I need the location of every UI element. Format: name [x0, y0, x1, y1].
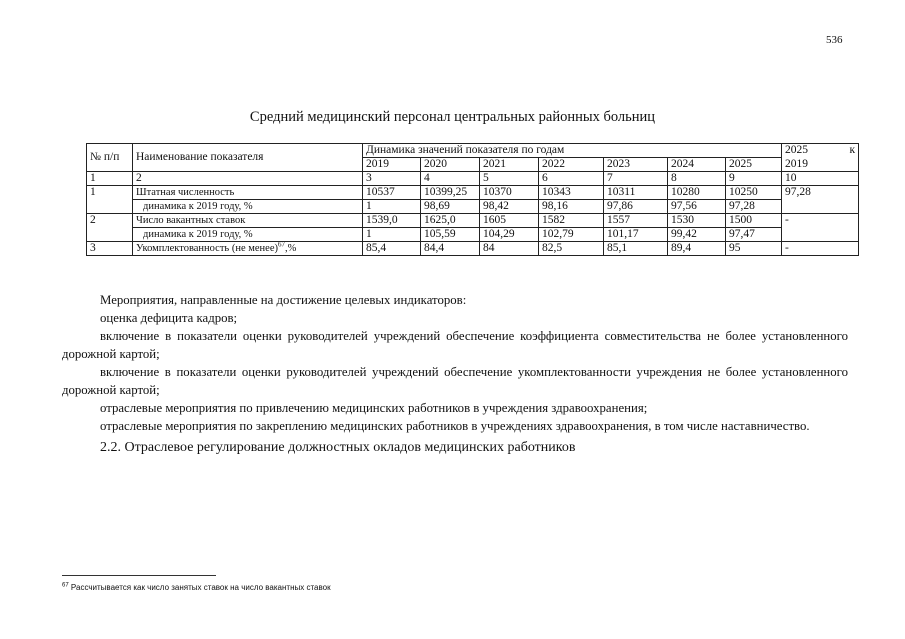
value-cell: 1500	[726, 214, 782, 228]
index-cell: 10	[782, 172, 859, 186]
row-num	[87, 200, 133, 214]
value-cell: 85,1	[604, 242, 668, 256]
table-row	[87, 228, 859, 242]
row-num: 2	[87, 214, 133, 228]
paragraph: оценка дефицита кадров;	[100, 311, 238, 325]
year-cell: 2020	[421, 158, 480, 172]
index-cell: 3	[363, 172, 421, 186]
year-cell: 2024	[668, 158, 726, 172]
value-cell: 1605	[480, 214, 539, 228]
value-cell: 105,59	[421, 228, 480, 242]
row-name: динамика к 2019 году, %	[133, 228, 363, 242]
value-cell: 97,47	[726, 228, 782, 242]
value-cell: 1539,0	[363, 214, 421, 228]
row-num: 1	[87, 186, 133, 200]
year-cell: 2025	[726, 158, 782, 172]
value-cell: 1557	[604, 214, 668, 228]
footnote-text: Рассчитывается как число занятых ставок на число вакантных ставок	[70, 583, 331, 592]
index-cell: 7	[604, 172, 668, 186]
row-name: Число вакантных ставок	[133, 214, 363, 228]
paragraph: Мероприятия, направленные на достижение целевых индикаторов:	[100, 293, 467, 307]
paragraph: отраслевые мероприятия по привлечению медицинских работников в учреждения здравоохранения;	[100, 401, 648, 415]
table-row	[87, 200, 859, 214]
row-num: 3	[87, 242, 133, 256]
value-cell: 89,4	[668, 242, 726, 256]
row-num	[87, 228, 133, 242]
footnote-mark: 67	[62, 582, 69, 589]
value-cell: 97,56	[668, 200, 726, 214]
value-cell: 10311	[604, 186, 668, 200]
body-text	[62, 291, 848, 458]
row-name: динамика к 2019 году, %	[133, 200, 363, 214]
year-cell: 2022	[539, 158, 604, 172]
row-name-text: Укомплектованность (не менее)	[136, 243, 278, 254]
paragraph: включение в показатели оценки руководителей учреждений обеспечение укомплектованности учреждения не более установленного дорожной картой;	[62, 365, 848, 397]
page-number: 536	[826, 34, 843, 46]
value-cell: 1582	[539, 214, 604, 228]
footnote-divider	[62, 575, 216, 576]
value-cell: 84,4	[421, 242, 480, 256]
value-cell: 104,29	[480, 228, 539, 242]
indicators-table	[86, 143, 859, 256]
footnote-ref[interactable]: 67	[278, 241, 285, 249]
value-cell: 10343	[539, 186, 604, 200]
value-cell: 1625,0	[421, 214, 480, 228]
table-index-row	[87, 172, 859, 186]
value-cell: 95	[726, 242, 782, 256]
value-cell: 101,17	[604, 228, 668, 242]
header-total-k: к	[849, 144, 856, 156]
row-name-suffix: ,%	[285, 243, 297, 254]
table-row	[87, 186, 859, 200]
total-cell: -	[782, 242, 859, 256]
value-cell: 1	[363, 200, 421, 214]
total-cell	[782, 200, 859, 214]
index-cell: 1	[87, 172, 133, 186]
index-cell: 2	[133, 172, 363, 186]
value-cell: 97,28	[726, 200, 782, 214]
header-name: Наименование показателя	[133, 144, 363, 172]
footnote	[62, 583, 331, 592]
value-cell: 10399,25	[421, 186, 480, 200]
value-cell: 98,16	[539, 200, 604, 214]
header-dynamics: Динамика значений показателя по годам	[363, 144, 782, 158]
header-total-year: 2025	[785, 144, 809, 156]
value-cell: 10370	[480, 186, 539, 200]
header-total	[782, 144, 859, 158]
value-cell: 1530	[668, 214, 726, 228]
year-cell: 2019	[363, 158, 421, 172]
value-cell: 10250	[726, 186, 782, 200]
value-cell: 98,69	[421, 200, 480, 214]
value-cell: 10537	[363, 186, 421, 200]
table-header-row	[87, 144, 859, 158]
total-cell: 97,28	[782, 186, 859, 200]
table-row	[87, 242, 859, 256]
index-cell: 9	[726, 172, 782, 186]
total-cell	[782, 228, 859, 242]
value-cell: 84	[480, 242, 539, 256]
value-cell: 99,42	[668, 228, 726, 242]
index-cell: 4	[421, 172, 480, 186]
index-cell: 6	[539, 172, 604, 186]
value-cell: 85,4	[363, 242, 421, 256]
value-cell: 1	[363, 228, 421, 242]
row-name	[133, 242, 363, 256]
total-cell: -	[782, 214, 859, 228]
header-num: № п/п	[87, 144, 133, 172]
row-name: Штатная численность	[133, 186, 363, 200]
paragraph: отраслевые мероприятия по закреплению медицинских работников в учреждениях здравоохранения, в том числе наставничество.	[100, 419, 810, 433]
section-heading: 2.2. Отраслевое регулирование должностных окладов медицинских работников	[100, 440, 576, 455]
index-cell: 8	[668, 172, 726, 186]
table-title: Средний медицинский персонал центральных районных больниц	[249, 109, 656, 125]
year-cell: 2023	[604, 158, 668, 172]
value-cell: 10280	[668, 186, 726, 200]
value-cell: 102,79	[539, 228, 604, 242]
value-cell: 82,5	[539, 242, 604, 256]
header-total-base: 2019	[782, 158, 859, 172]
index-cell: 5	[480, 172, 539, 186]
year-cell: 2021	[480, 158, 539, 172]
value-cell: 98,42	[480, 200, 539, 214]
paragraph: включение в показатели оценки руководителей учреждений обеспечение коэффициента совместительства не более установленного дорожной картой;	[62, 329, 848, 361]
table-row	[87, 214, 859, 228]
value-cell: 97,86	[604, 200, 668, 214]
